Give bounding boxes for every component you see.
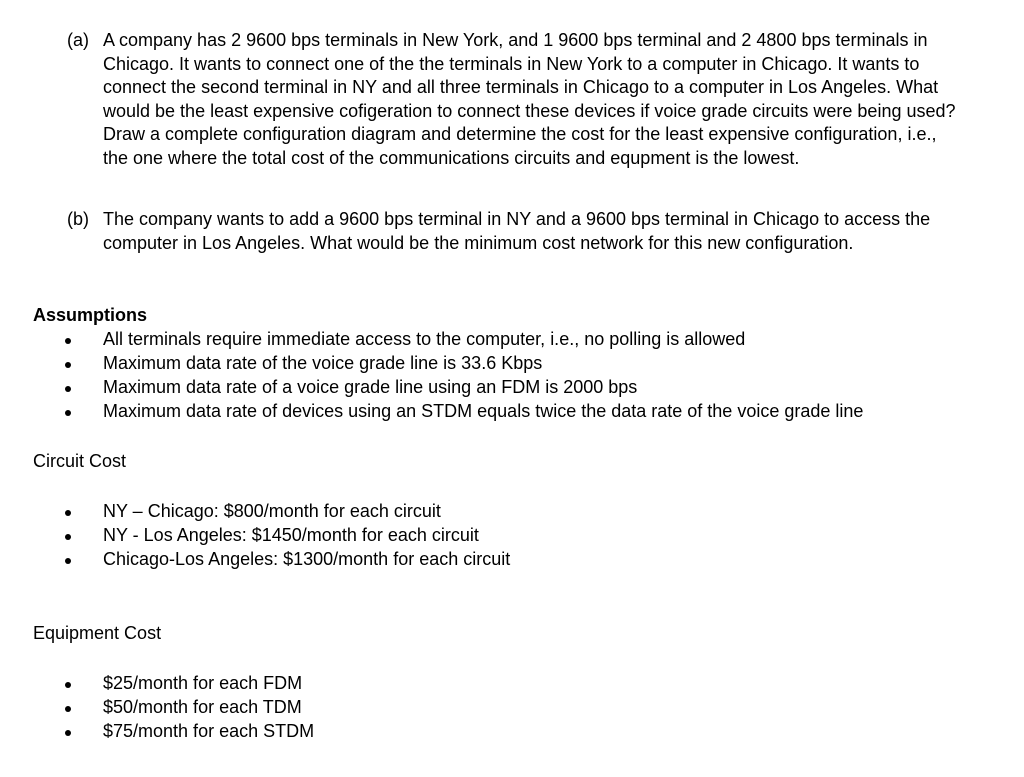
bullet-icon — [65, 338, 71, 344]
question-a-text-block — [103, 29, 965, 170]
assumption-text: Maximum data rate of the voice grade line is 33.6 Kbps — [103, 353, 543, 373]
bullet-icon — [65, 534, 71, 540]
list-item — [0, 672, 1000, 696]
list-item — [0, 400, 1000, 424]
list-item — [0, 500, 1000, 524]
bullet-icon — [65, 362, 71, 368]
bullet-icon — [65, 706, 71, 712]
question-a-text: A company has 2 9600 bps terminals in New York, and 1 9600 bps terminal and 2 4800 bps terminals in Chicago. It wants to connect one of the the terminals in New York to a computer in Chicago. It wants to connect the second terminal in NY and all three terminals in Chicago to a computer in Los Angeles. What would be the least expensive cofigeration to connect these devices if voice grade circuits were being used? Draw a complete configuration diagram and determine the cost for the least expensive configuration, i.e., the one where the total cost of the communications circuits and equpment is the lowest. — [103, 30, 956, 168]
list-item — [0, 376, 1000, 400]
question-b-text: The company wants to add a 9600 bps terminal in NY and a 9600 bps terminal in Chicago to access the computer in Los Angeles. What would be the minimum cost network for this new configuration. — [103, 209, 931, 253]
circuit-cost-list — [0, 500, 1000, 572]
bullet-icon — [65, 510, 71, 516]
circuit-cost-heading: Circuit Cost — [33, 451, 127, 471]
list-item — [0, 524, 1000, 548]
list-item — [0, 352, 1000, 376]
list-item — [0, 720, 1000, 744]
bullet-icon — [65, 386, 71, 392]
equipment-cost-text: $50/month for each TDM — [103, 697, 302, 717]
question-b-text-block — [103, 208, 965, 255]
assumption-text: All terminals require immediate access to the computer, i.e., no polling is allowed — [103, 329, 746, 349]
circuit-cost-text: Chicago-Los Angeles: $1300/month for each circuit — [103, 549, 511, 569]
question-a-label: (a) — [67, 30, 89, 50]
list-item — [0, 328, 1000, 352]
bullet-icon — [65, 558, 71, 564]
equipment-cost-text: $25/month for each FDM — [103, 673, 303, 693]
assumption-text: Maximum data rate of a voice grade line using an FDM is 2000 bps — [103, 377, 638, 397]
equipment-cost-text: $75/month for each STDM — [103, 721, 315, 741]
list-item — [0, 696, 1000, 720]
bullet-icon — [65, 682, 71, 688]
bullet-icon — [65, 730, 71, 736]
circuit-cost-text: NY - Los Angeles: $1450/month for each circuit — [103, 525, 479, 545]
equipment-cost-list — [0, 672, 1000, 744]
equipment-cost-heading: Equipment Cost — [33, 623, 162, 643]
list-item — [0, 548, 1000, 572]
circuit-cost-text: NY – Chicago: $800/month for each circuit — [103, 501, 441, 521]
bullet-icon — [65, 410, 71, 416]
question-b-label: (b) — [67, 209, 89, 229]
assumptions-heading: Assumptions — [33, 305, 148, 325]
assumptions-list — [0, 328, 1000, 424]
assumption-text: Maximum data rate of devices using an STDM equals twice the data rate of the voice grade line — [103, 401, 864, 421]
